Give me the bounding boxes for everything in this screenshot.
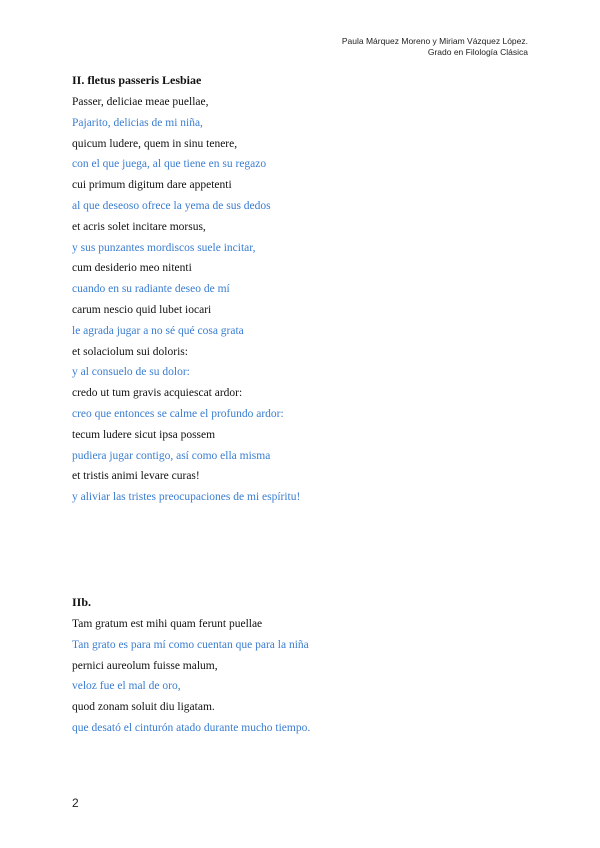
latin-verse-line: quicum ludere, quem in sinu tenere, — [72, 137, 238, 150]
poem-section-2 — [72, 72, 528, 508]
spanish-translation-line: cuando en su radiante deseo de mí — [72, 283, 230, 296]
spanish-translation-line: Tan grato es para mí como cuentan que para la niña — [72, 638, 309, 651]
section-title: II. fletus passeris Lesbiae — [72, 73, 202, 87]
latin-verse-line: carum nescio quid lubet iocari — [72, 303, 212, 316]
latin-verse-line: quod zonam soluit diu ligatam. — [72, 701, 215, 714]
spanish-translation-line: Pajarito, delicias de mi niña, — [72, 116, 203, 129]
poem-section-2b — [72, 594, 528, 739]
section-title: IIb. — [72, 595, 92, 609]
header-degree: Grado en Filología Clásica — [427, 47, 528, 57]
latin-verse-line: et tristis animi levare curas! — [72, 470, 200, 483]
page-header — [342, 36, 528, 58]
header-authors: Paula Márquez Moreno y Miriam Vázquez López. — [341, 36, 528, 46]
spanish-translation-line: creo que entonces se calme el profundo ardor: — [72, 407, 284, 420]
spanish-translation-line: que desató el cinturón atado durante mucho tiempo. — [72, 721, 311, 734]
latin-verse-line: cui primum digitum dare appetenti — [72, 179, 232, 192]
spanish-translation-line: con el que juega, al que tiene en su regazo — [72, 158, 267, 171]
spanish-translation-line: pudiera jugar contigo, así como ella misma — [72, 449, 271, 462]
latin-verse-line: credo ut tum gravis acquiescat ardor: — [72, 387, 243, 400]
latin-verse-line: pernici aureolum fuisse malum, — [72, 659, 218, 672]
spanish-translation-line: le agrada jugar a no sé qué cosa grata — [72, 324, 244, 337]
verse-list — [72, 614, 528, 739]
latin-verse-line: et solaciolum sui doloris: — [72, 345, 188, 358]
page-number: 2 — [72, 796, 79, 810]
latin-verse-line: Tam gratum est mihi quam ferunt puellae — [72, 618, 263, 630]
latin-verse-line: tecum ludere sicut ipsa possem — [72, 428, 216, 441]
latin-verse-line: et acris solet incitare morsus, — [72, 220, 206, 233]
spanish-translation-line: al que deseoso ofrece la yema de sus dedos — [72, 199, 271, 212]
latin-verse-line: Passer, deliciae meae puellae, — [72, 96, 209, 108]
spanish-translation-line: y al consuelo de su dolor: — [72, 366, 190, 379]
spanish-translation-line: y aliviar las tristes preocupaciones de mi espíritu! — [72, 491, 301, 504]
spanish-translation-line: y sus punzantes mordiscos suele incitar, — [72, 241, 256, 254]
verse-list — [72, 92, 528, 508]
latin-verse-line: cum desiderio meo nitenti — [72, 262, 192, 275]
spanish-translation-line: veloz fue el mal de oro, — [72, 680, 181, 693]
